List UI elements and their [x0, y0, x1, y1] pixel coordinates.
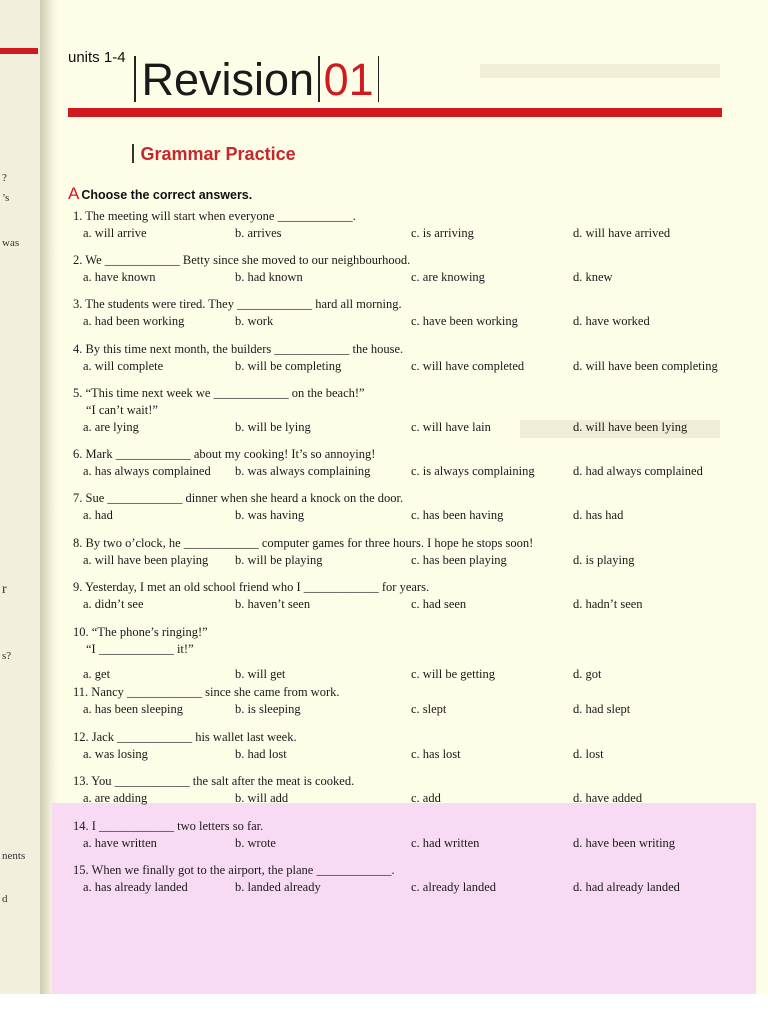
- answer-option-d[interactable]: d. had already landed: [573, 880, 680, 894]
- exercise-instruction-text: Choose the correct answers.: [81, 188, 253, 202]
- answer-option-a[interactable]: a. get: [83, 667, 111, 681]
- answer-option-c[interactable]: c. add: [411, 791, 441, 805]
- answer-option-b[interactable]: b. haven’t seen: [235, 597, 311, 611]
- answer-options: [73, 463, 763, 480]
- section-heading: [132, 144, 296, 165]
- left-page-fragment: r: [2, 582, 7, 597]
- question-6: [73, 446, 763, 480]
- answer-option-b[interactable]: b. landed already: [235, 880, 321, 894]
- left-page-red-strip: [0, 48, 38, 54]
- answer-options: [73, 269, 763, 286]
- answer-option-c[interactable]: c. is arriving: [411, 226, 474, 240]
- answer-option-c[interactable]: c. already landed: [411, 880, 497, 894]
- question-stem: 2. We ____________ Betty since she moved to our neighbourhood.: [73, 253, 411, 267]
- title-rule: [68, 108, 722, 117]
- answer-option-b[interactable]: b. arrives: [235, 226, 282, 240]
- question-stem: 8. By two o’clock, he ____________ computer games for three hours. I hope he stops soon!: [73, 536, 534, 550]
- answer-option-d[interactable]: d. hadn’t seen: [573, 597, 643, 611]
- answer-options: [73, 596, 763, 613]
- question-stem: 4. By this time next month, the builders ____________ the house.: [73, 342, 404, 356]
- left-page-fragment: s?: [2, 650, 12, 662]
- answer-option-a[interactable]: a. will arrive: [83, 226, 147, 240]
- answer-option-a[interactable]: a. have written: [83, 836, 157, 850]
- question-10: [73, 624, 763, 683]
- question-1: [73, 208, 763, 242]
- answer-option-a[interactable]: a. was losing: [83, 747, 148, 761]
- question-11: [73, 684, 763, 718]
- question-8: [73, 535, 763, 569]
- answer-option-a[interactable]: a. has always complained: [83, 464, 211, 478]
- left-page-fragment: d: [2, 893, 8, 905]
- question-stem: 13. You ____________ the salt after the meat is cooked.: [73, 774, 355, 788]
- question-12: [73, 729, 763, 763]
- answer-option-a[interactable]: a. are lying: [83, 420, 139, 434]
- question-5: [73, 385, 763, 436]
- answer-option-d[interactable]: d. have added: [573, 791, 643, 805]
- answer-option-a[interactable]: a. has been sleeping: [83, 702, 183, 716]
- answer-option-b[interactable]: b. will be playing: [235, 553, 323, 567]
- question-stem-continued: “I ____________ it!”: [86, 642, 194, 656]
- answer-option-b[interactable]: b. will be completing: [235, 359, 342, 373]
- answer-option-d[interactable]: d. had slept: [573, 702, 631, 716]
- heading-divider: [132, 144, 134, 163]
- answer-options: [73, 701, 763, 718]
- answer-option-a[interactable]: a. didn’t see: [83, 597, 144, 611]
- answer-option-a[interactable]: a. had been working: [83, 314, 185, 328]
- answer-options: [73, 225, 763, 242]
- answer-options: [73, 835, 763, 852]
- question-stem: 7. Sue ____________ dinner when she heard a knock on the door.: [73, 491, 404, 505]
- answer-option-a[interactable]: a. has already landed: [83, 880, 188, 894]
- answer-option-c[interactable]: c. has been playing: [411, 553, 507, 567]
- answer-option-b[interactable]: b. had known: [235, 270, 303, 284]
- left-page-fragment: ’s: [2, 192, 10, 204]
- answer-option-c[interactable]: c. will be getting: [411, 667, 496, 681]
- answer-option-c[interactable]: c. have been working: [411, 314, 518, 328]
- title-divider: [318, 56, 320, 102]
- exercise-letter: A: [68, 184, 80, 203]
- question-stem: 11. Nancy ____________ since she came from work.: [73, 685, 340, 699]
- question-2: [73, 252, 763, 286]
- answer-option-b[interactable]: b. was having: [235, 508, 305, 522]
- question-stem: 6. Mark ____________ about my cooking! It’s so annoying!: [73, 447, 376, 461]
- title-divider: [378, 56, 380, 102]
- answer-option-d[interactable]: d. got: [573, 667, 602, 681]
- answer-option-d[interactable]: d. knew: [573, 270, 613, 284]
- answer-options: [73, 313, 763, 330]
- question-7: [73, 490, 763, 524]
- question-stem: 1. The meeting will start when everyone ____________.: [73, 209, 356, 223]
- answer-options: [73, 879, 763, 896]
- answer-option-c[interactable]: c. slept: [411, 702, 447, 716]
- page-bottom-edge: [0, 994, 768, 1024]
- answer-option-c[interactable]: c. has been having: [411, 508, 504, 522]
- answer-option-c[interactable]: c. has lost: [411, 747, 461, 761]
- bleed-through-text: [480, 64, 720, 78]
- exercise-instruction: [68, 184, 252, 204]
- answer-option-c[interactable]: c. had seen: [411, 597, 467, 611]
- answer-options: [73, 419, 763, 436]
- answer-option-c[interactable]: c. will have lain: [411, 420, 491, 434]
- answer-option-d[interactable]: d. has had: [573, 508, 624, 522]
- page-title: Revision: [141, 54, 315, 105]
- answer-option-b[interactable]: b. wrote: [235, 836, 276, 850]
- answer-option-a[interactable]: a. had: [83, 508, 113, 522]
- question-stem-continued: “I can’t wait!”: [86, 403, 158, 417]
- answer-option-b[interactable]: b. will add: [235, 791, 289, 805]
- answer-option-c[interactable]: c. are knowing: [411, 270, 485, 284]
- answer-option-b[interactable]: b. is sleeping: [235, 702, 301, 716]
- question-stem: 9. Yesterday, I met an old school friend who I ____________ for years.: [73, 580, 430, 594]
- revision-number: 01: [323, 54, 374, 105]
- answer-option-c[interactable]: c. will have completed: [411, 359, 525, 373]
- question-9: [73, 579, 763, 613]
- question-stem: 12. Jack ____________ his wallet last week.: [73, 730, 297, 744]
- answer-option-a[interactable]: a. will complete: [83, 359, 164, 373]
- question-stem: 10. “The phone’s ringing!”: [73, 625, 208, 639]
- answer-option-d[interactable]: d. will have arrived: [573, 226, 671, 240]
- answer-option-b[interactable]: b. had lost: [235, 747, 287, 761]
- question-15: [73, 862, 763, 896]
- answer-option-d[interactable]: d. lost: [573, 747, 604, 761]
- answer-option-d[interactable]: d. is playing: [573, 553, 635, 567]
- question-4: [73, 341, 763, 375]
- question-13: [73, 773, 763, 807]
- answer-option-d[interactable]: d. will have been lying: [573, 420, 688, 434]
- answer-option-d[interactable]: d. have been writing: [573, 836, 676, 850]
- answer-options: [73, 507, 763, 524]
- answer-options: [73, 746, 763, 763]
- answer-option-a[interactable]: a. have known: [83, 270, 156, 284]
- question-stem: 14. I ____________ two letters so far.: [73, 819, 264, 833]
- left-page-fragment: nents: [2, 850, 26, 862]
- answer-option-b[interactable]: b. work: [235, 314, 274, 328]
- answer-option-c[interactable]: c. is always complaining: [411, 464, 535, 478]
- question-stem: 15. When we finally got to the airport, the plane ____________.: [73, 863, 395, 877]
- left-page-fragment: ?: [2, 172, 7, 184]
- units-label: units 1-4: [68, 49, 126, 66]
- answer-option-b[interactable]: b. will get: [235, 667, 286, 681]
- answer-option-a[interactable]: a. will have been playing: [83, 553, 209, 567]
- answer-option-a[interactable]: a. are adding: [83, 791, 148, 805]
- answer-options: [73, 666, 763, 683]
- title-divider: [134, 56, 136, 102]
- answer-option-d[interactable]: d. will have been completing: [573, 359, 718, 373]
- question-stem: 3. The students were tired. They ____________ hard all morning.: [73, 297, 402, 311]
- answer-options: [73, 790, 763, 807]
- answer-option-c[interactable]: c. had written: [411, 836, 480, 850]
- answer-option-b[interactable]: b. will be lying: [235, 420, 311, 434]
- question-3: [73, 296, 763, 330]
- answer-option-d[interactable]: d. have worked: [573, 314, 650, 328]
- section-heading-text: Grammar Practice: [140, 144, 296, 164]
- question-14: [73, 818, 763, 852]
- left-page-fragment: was: [2, 237, 20, 249]
- answer-options: [73, 552, 763, 569]
- answer-option-b[interactable]: b. was always complaining: [235, 464, 371, 478]
- page-title-block: [134, 52, 379, 105]
- question-stem: 5. “This time next week we ____________ on the beach!”: [73, 386, 365, 400]
- answer-options: [73, 358, 763, 375]
- answer-option-d[interactable]: d. had always complained: [573, 464, 703, 478]
